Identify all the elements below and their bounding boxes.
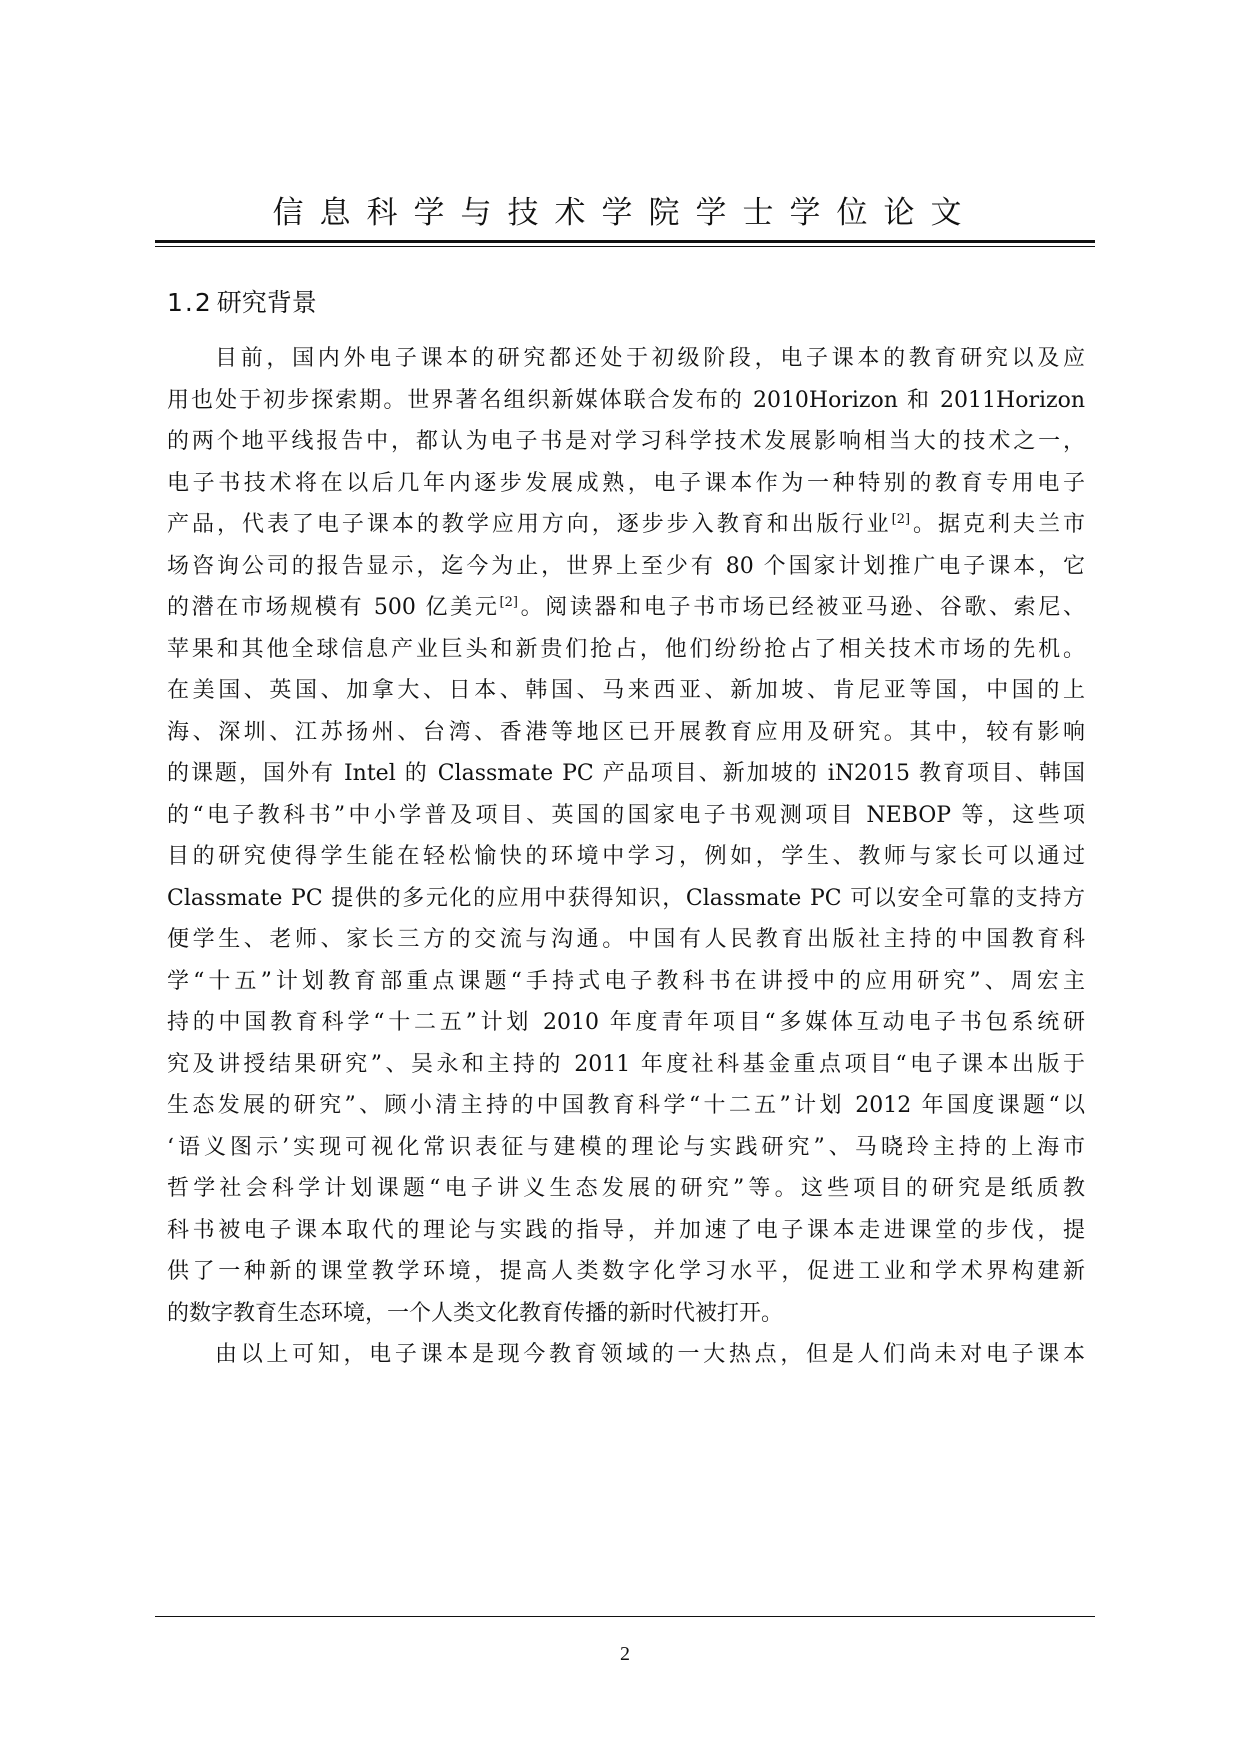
text-segment: 产品，代表了电子课本的教学应用方向，逐步步入教育和出版行业 bbox=[167, 512, 892, 537]
citation-ref: [2] bbox=[891, 512, 911, 527]
text-line: 目前，国内外电子课本的研究都还处于初级阶段，电子课本的教育研究以及应 bbox=[215, 346, 1085, 371]
text-line bbox=[167, 504, 1085, 546]
text-line: 的“电子教科书”中小学普及项目、英国的国家电子书观测项目 NEBOP 等，这些项 bbox=[167, 802, 1085, 828]
text-line: 用也处于初步探索期。世界著名组织新媒体联合发布的 2010Horizon 和 2011Horizon bbox=[167, 387, 1085, 413]
text-line: 究及讲授结果研究”、吴永和主持的 2011 年度社科基金重点项目“电子课本出版于 bbox=[167, 1051, 1085, 1077]
text-segment: 。阅读器和电子书市场已经被亚马逊、谷歌、索尼、 bbox=[517, 595, 1085, 620]
text-line: 的数字教育生态环境，一个人类文化教育传播的新时代被打开。 bbox=[167, 1300, 784, 1326]
text-line: 持的中国教育科学“十二五”计划 2010 年度青年项目“多媒体互动电子书包系统研 bbox=[167, 1010, 1085, 1035]
header-rule-thick bbox=[155, 240, 1095, 243]
text-line: 场咨询公司的报告显示，迄今为止，世界上至少有 80 个国家计划推广电子课本，它 bbox=[167, 553, 1085, 579]
text-line: 苹果和其他全球信息产业巨头和新贵们抢占，他们纷纷抢占了相关技术市场的先机。 bbox=[167, 636, 1085, 662]
text-line: 海、深圳、江苏扬州、台湾、香港等地区已开展教育应用及研究。其中，较有影响 bbox=[167, 719, 1085, 745]
text-line: 的两个地平线报告中，都认为电子书是对学习科学技术发展影响相当大的技术之一， bbox=[167, 429, 1085, 454]
section-title: 研究背景 bbox=[216, 288, 317, 317]
text-segment: 的潜在市场规模有 500 亿美元 bbox=[167, 595, 500, 620]
text-line: Classmate PC 提供的多元化的应用中获得知识，Classmate PC 可以安全可靠的支持方 bbox=[167, 885, 1085, 911]
header-rule-thin bbox=[155, 246, 1095, 247]
page-number: 2 bbox=[620, 1643, 630, 1665]
text-line: 在美国、英国、加拿大、日本、韩国、马来西亚、新加坡、肯尼亚等国，中国的上 bbox=[167, 678, 1085, 703]
text-segment: 。据克利夫兰市 bbox=[910, 512, 1085, 537]
text-line: 电子书技术将在以后几年内逐步发展成熟，电子课本作为一种特别的教育专用电子 bbox=[167, 470, 1085, 496]
text-line: 哲学社会科学计划课题“电子讲义生态发展的研究”等。这些项目的研究是纸质教 bbox=[167, 1176, 1085, 1201]
text-line: 的课题，国外有 Intel 的 Classmate PC 产品项目、新加坡的 iN2015 教育项目、韩国 bbox=[167, 761, 1085, 786]
text-line: 科书被电子课本取代的理论与实践的指导，并加速了电子课本走进课堂的步伐，提 bbox=[167, 1217, 1085, 1243]
running-header: 信息科学与技术学院学士学位论文 bbox=[272, 195, 978, 231]
section-number: 1.2 bbox=[167, 288, 213, 317]
text-line: 由以上可知，电子课本是现今教育领域的一大热点，但是人们尚未对电子课本 bbox=[215, 1342, 1085, 1367]
section-heading bbox=[167, 283, 317, 323]
citation-ref: [2] bbox=[499, 595, 518, 610]
text-line: 学“十五”计划教育部重点课题“手持式电子教科书在讲授中的应用研究”、周宏主 bbox=[167, 968, 1085, 994]
text-line: 便学生、老师、家长三方的交流与沟通。中国有人民教育出版社主持的中国教育科 bbox=[167, 927, 1085, 952]
text-line: 供了一种新的课堂教学环境，提高人类数字化学习水平，促进工业和学术界构建新 bbox=[167, 1259, 1085, 1284]
text-line: 生态发展的研究”、顾小清主持的中国教育科学“十二五”计划 2012 年国度课题“以 bbox=[167, 1093, 1085, 1118]
text-line: 目的研究使得学生能在轻松愉快的环境中学习，例如，学生、教师与家长可以通过 bbox=[167, 844, 1085, 869]
text-line: ‘语义图示’实现可视化常识表征与建模的理论与实践研究”、马晓玲主持的上海市 bbox=[167, 1134, 1085, 1160]
body-text bbox=[167, 338, 1085, 1376]
text-line bbox=[167, 587, 1085, 629]
footer-rule bbox=[155, 1616, 1095, 1617]
